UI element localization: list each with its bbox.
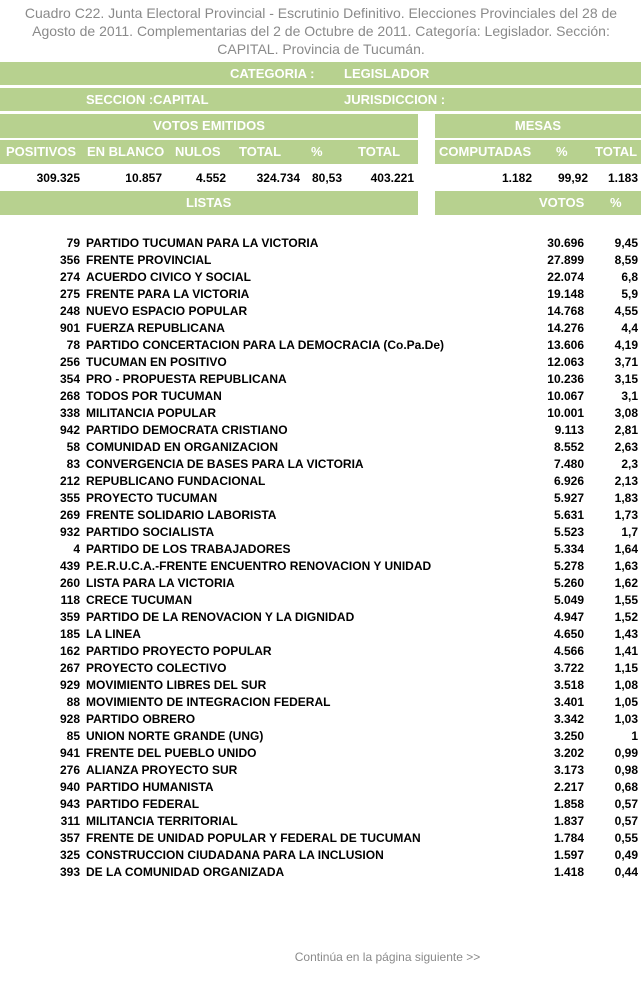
party-pct: 1,52 <box>614 610 638 624</box>
party-name: DE LA COMUNIDAD ORGANIZADA <box>86 865 285 879</box>
party-pct: 1,83 <box>614 491 638 505</box>
party-pct: 1,55 <box>614 593 638 607</box>
party-pct: 1,73 <box>614 508 638 522</box>
list-number: 928 <box>59 712 80 726</box>
party-votes: 5.523 <box>553 525 584 539</box>
col-mesas-pct: % <box>556 144 568 159</box>
listas-header <box>0 191 418 215</box>
party-votes: 5.631 <box>553 508 584 522</box>
table-row <box>0 405 641 422</box>
party-name: P.E.R.U.C.A.-FRENTE ENCUENTRO RENOVACION Y UNIDAD <box>86 559 432 573</box>
table-row <box>0 643 641 660</box>
pct-label: % <box>610 195 622 210</box>
party-pct: 5,9 <box>621 287 638 301</box>
party-votes: 4.947 <box>553 610 584 624</box>
party-name: PARTIDO OBRERO <box>86 712 196 726</box>
party-votes: 4.650 <box>553 627 584 641</box>
party-pct: 9,45 <box>614 236 638 250</box>
party-name: PARTIDO DE LOS TRABAJADORES <box>86 542 291 556</box>
table-row <box>0 694 641 711</box>
party-pct: 1,03 <box>614 712 638 726</box>
party-votes: 1.418 <box>553 865 584 879</box>
list-number: 248 <box>59 304 80 318</box>
table-row <box>0 371 641 388</box>
party-votes: 8.552 <box>553 440 584 454</box>
party-pct: 1,63 <box>614 559 638 573</box>
list-number: 357 <box>59 831 80 845</box>
party-name: TODOS POR TUCUMAN <box>86 389 222 403</box>
table-row <box>0 490 641 507</box>
table-row <box>0 728 641 745</box>
categoria-value: LEGISLADOR <box>344 66 430 81</box>
party-name: MILITANCIA POPULAR <box>86 406 216 420</box>
party-pct: 1,08 <box>614 678 638 692</box>
party-name: ALIANZA PROYECTO SUR <box>86 763 238 777</box>
party-name: UNION NORTE GRANDE (UNG) <box>86 729 264 743</box>
party-pct: 0,49 <box>614 848 638 862</box>
party-name: LA LINEA <box>86 627 141 641</box>
party-votes: 5.334 <box>553 542 584 556</box>
party-pct: 0,68 <box>614 780 638 794</box>
party-pct: 3,1 <box>621 389 638 403</box>
party-votes: 10.236 <box>547 372 584 386</box>
table-row <box>0 847 641 864</box>
list-number: 274 <box>59 270 80 284</box>
summary-positivos: 309.325 <box>36 171 80 185</box>
party-votes: 4.566 <box>553 644 584 658</box>
party-pct: 6,8 <box>621 270 638 284</box>
mesas-label: MESAS <box>514 118 562 133</box>
list-number: 901 <box>59 321 80 335</box>
party-name: MILITANCIA TERRITORIAL <box>86 814 238 828</box>
party-pct: 3,15 <box>614 372 638 386</box>
list-number: 85 <box>66 729 80 743</box>
party-pct: 3,71 <box>614 355 638 369</box>
table-row <box>0 864 641 881</box>
continuation-text: Continúa en la página siguiente >> <box>294 950 481 964</box>
list-number: 212 <box>59 474 80 488</box>
list-number: 267 <box>59 661 80 675</box>
list-number: 311 <box>60 814 80 828</box>
list-number: 268 <box>59 389 80 403</box>
party-votes: 5.927 <box>553 491 584 505</box>
table-row <box>0 796 641 813</box>
party-pct: 2,63 <box>614 440 638 454</box>
list-number: 941 <box>59 746 80 760</box>
table-row <box>0 422 641 439</box>
table-row <box>0 456 641 473</box>
party-name: CONSTRUCCION CIUDADANA PARA LA INCLUSION <box>86 848 384 862</box>
summary-computadas: 1.182 <box>501 171 532 185</box>
party-votes: 5.260 <box>553 576 584 590</box>
party-votes: 3.518 <box>553 678 584 692</box>
party-name: MOVIMIENTO LIBRES DEL SUR <box>86 678 267 692</box>
party-votes: 1.837 <box>553 814 584 828</box>
summary-total: 324.734 <box>256 171 300 185</box>
party-pct: 8,59 <box>614 253 638 267</box>
party-votes: 5.278 <box>553 559 584 573</box>
summary-total2: 403.221 <box>370 171 414 185</box>
party-name: REPUBLICANO FUNDACIONAL <box>86 474 266 488</box>
party-name: NUEVO ESPACIO POPULAR <box>86 304 248 318</box>
list-number: 929 <box>59 678 80 692</box>
party-name: PARTIDO FEDERAL <box>86 797 200 811</box>
list-number: 943 <box>59 797 80 811</box>
table-row <box>0 269 641 286</box>
party-name: CRECE TUCUMAN <box>86 593 192 607</box>
party-list <box>0 235 641 881</box>
party-votes: 3.202 <box>553 746 584 760</box>
categoria-band <box>0 62 641 85</box>
list-number: 58 <box>66 440 80 454</box>
party-name: PARTIDO DE LA RENOVACION Y LA DIGNIDAD <box>86 610 355 624</box>
party-pct: 1,15 <box>614 661 638 675</box>
party-name: COMUNIDAD EN ORGANIZACION <box>86 440 278 454</box>
party-pct: 0,57 <box>614 814 638 828</box>
seccion-label: SECCION :CAPITAL <box>86 92 209 107</box>
party-name: PROYECTO TUCUMAN <box>86 491 218 505</box>
list-number: 940 <box>59 780 80 794</box>
list-number: 185 <box>59 627 80 641</box>
list-number: 269 <box>59 508 80 522</box>
list-number: 256 <box>59 355 80 369</box>
party-votes: 14.768 <box>547 304 584 318</box>
page-title: Cuadro C22. Junta Electoral Provincial - Escrutinio Definitivo. Elecciones Provinciales del 28 de Agosto de 2011. Complementarias del 2 de Octubre de 2011. Categoría: Legislador. Sección: CAPITAL. Provincia de Tucumán. <box>24 5 618 57</box>
party-votes: 3.342 <box>553 712 584 726</box>
col-nulos: NULOS <box>175 144 221 159</box>
summary-pct: 80,53 <box>311 171 342 185</box>
table-row <box>0 439 641 456</box>
col-total2: TOTAL <box>358 144 401 159</box>
mesas-header <box>435 114 641 138</box>
party-votes: 7.480 <box>553 457 584 471</box>
votos-emitidos-header <box>0 114 418 138</box>
table-row <box>0 235 641 252</box>
party-name: PARTIDO CONCERTACION PARA LA DEMOCRACIA (Co.Pa.De) <box>86 338 444 352</box>
party-name: FRENTE PARA LA VICTORIA <box>86 287 250 301</box>
col-mesas-total: TOTAL <box>595 144 638 159</box>
categoria-label: CATEGORIA : <box>230 66 315 81</box>
list-number: 354 <box>59 372 80 386</box>
party-name: FRENTE SOLIDARIO LABORISTA <box>86 508 277 522</box>
party-name: MOVIMIENTO DE INTEGRACION FEDERAL <box>86 695 331 709</box>
party-name: PRO - PROPUESTA REPUBLICANA <box>86 372 287 386</box>
party-votes: 6.926 <box>553 474 584 488</box>
party-pct: 3,08 <box>614 406 638 420</box>
party-pct: 0,98 <box>614 763 638 777</box>
party-pct: 2,3 <box>621 457 638 471</box>
col-computadas: COMPUTADAS <box>439 144 532 159</box>
list-number: 275 <box>59 287 80 301</box>
party-name: FRENTE DE UNIDAD POPULAR Y FEDERAL DE TUCUMAN <box>86 831 421 845</box>
table-row <box>0 286 641 303</box>
party-votes: 19.148 <box>547 287 584 301</box>
table-row <box>0 541 641 558</box>
list-number: 162 <box>59 644 80 658</box>
table-row <box>0 711 641 728</box>
table-row <box>0 473 641 490</box>
list-number: 118 <box>60 593 80 607</box>
votos-emitidos-label: VOTOS EMITIDOS <box>153 118 265 133</box>
table-row <box>0 762 641 779</box>
party-pct: 2,13 <box>614 474 638 488</box>
party-votes: 3.173 <box>553 763 584 777</box>
col-positivos: POSITIVOS <box>6 144 77 159</box>
summary-mesas-total: 1.183 <box>607 171 638 185</box>
list-number: 356 <box>59 253 80 267</box>
table-row <box>0 320 641 337</box>
party-votes: 5.049 <box>553 593 584 607</box>
col-total: TOTAL <box>239 144 282 159</box>
table-row <box>0 592 641 609</box>
table-row <box>0 303 641 320</box>
listas-label: LISTAS <box>186 195 232 210</box>
party-votes: 2.217 <box>553 780 584 794</box>
table-row <box>0 507 641 524</box>
party-pct: 4,4 <box>621 321 638 335</box>
list-number: 359 <box>59 610 80 624</box>
list-number: 88 <box>66 695 80 709</box>
summary-mesas-pct: 99,92 <box>557 171 588 185</box>
party-votes: 27.899 <box>547 253 584 267</box>
party-pct: 0,57 <box>614 797 638 811</box>
table-row <box>0 830 641 847</box>
list-number: 393 <box>59 865 80 879</box>
party-name: FRENTE PROVINCIAL <box>86 253 212 267</box>
party-votes: 10.067 <box>547 389 584 403</box>
party-pct: 1,41 <box>614 644 638 658</box>
party-pct: 1,64 <box>614 542 638 556</box>
party-votes: 10.001 <box>547 406 584 420</box>
list-number: 355 <box>59 491 80 505</box>
votos-pct-header <box>435 191 641 215</box>
summary-nulos: 4.552 <box>195 171 226 185</box>
table-row <box>0 660 641 677</box>
party-name: PARTIDO TUCUMAN PARA LA VICTORIA <box>86 236 319 250</box>
jurisdiccion-label: JURISDICCION : <box>344 92 446 107</box>
list-number: 338 <box>59 406 80 420</box>
table-row <box>0 524 641 541</box>
table-row <box>0 252 641 269</box>
votos-label: VOTOS <box>539 195 585 210</box>
party-votes: 1.858 <box>553 797 584 811</box>
list-number: 276 <box>59 763 80 777</box>
continuation-note <box>0 950 641 964</box>
party-name: PARTIDO SOCIALISTA <box>86 525 215 539</box>
table-row <box>0 813 641 830</box>
party-votes: 22.074 <box>547 270 584 284</box>
party-pct: 1,43 <box>614 627 638 641</box>
list-number: 79 <box>66 236 80 250</box>
column-header-votos <box>0 140 418 164</box>
party-name: LISTA PARA LA VICTORIA <box>86 576 235 590</box>
party-pct: 4,55 <box>614 304 638 318</box>
list-number: 932 <box>59 525 80 539</box>
list-number: 942 <box>59 423 80 437</box>
party-votes: 3.722 <box>553 661 584 675</box>
party-name: FRENTE DEL PUEBLO UNIDO <box>86 746 257 760</box>
party-pct: 2,81 <box>614 423 638 437</box>
party-votes: 9.113 <box>554 423 584 437</box>
list-number: 83 <box>66 457 80 471</box>
party-name: PARTIDO DEMOCRATA CRISTIANO <box>86 423 288 437</box>
party-votes: 3.250 <box>553 729 584 743</box>
table-row <box>0 609 641 626</box>
col-pct: % <box>311 144 323 159</box>
list-number: 439 <box>59 559 80 573</box>
table-row <box>0 558 641 575</box>
table-row <box>0 575 641 592</box>
party-name: CONVERGENCIA DE BASES PARA LA VICTORIA <box>86 457 364 471</box>
party-pct: 1,62 <box>614 576 638 590</box>
table-row <box>0 745 641 762</box>
list-number: 325 <box>59 848 80 862</box>
seccion-band <box>0 88 641 111</box>
party-pct: 1 <box>631 729 638 743</box>
party-votes: 3.401 <box>553 695 584 709</box>
party-name: PROYECTO COLECTIVO <box>86 661 227 675</box>
party-pct: 0,99 <box>614 746 638 760</box>
list-number: 78 <box>66 338 80 352</box>
summary-en-blanco: 10.857 <box>125 171 162 185</box>
party-name: PARTIDO PROYECTO POPULAR <box>86 644 272 658</box>
list-number: 260 <box>59 576 80 590</box>
party-pct: 1,05 <box>614 695 638 709</box>
col-en-blanco: EN BLANCO <box>87 144 165 159</box>
party-pct: 4,19 <box>614 338 638 352</box>
party-name: FUERZA REPUBLICANA <box>86 321 225 335</box>
party-name: ACUERDO CIVICO Y SOCIAL <box>86 270 251 284</box>
table-row <box>0 354 641 371</box>
party-name: TUCUMAN EN POSITIVO <box>86 355 227 369</box>
list-number: 4 <box>73 542 80 556</box>
party-name: PARTIDO HUMANISTA <box>86 780 214 794</box>
party-votes: 13.606 <box>547 338 584 352</box>
party-pct: 0,55 <box>614 831 638 845</box>
table-row <box>0 337 641 354</box>
party-votes: 1.597 <box>553 848 584 862</box>
table-row <box>0 626 641 643</box>
party-votes: 12.063 <box>547 355 584 369</box>
table-row <box>0 677 641 694</box>
party-pct: 1,7 <box>621 525 638 539</box>
table-row <box>0 388 641 405</box>
table-row <box>0 779 641 796</box>
party-votes: 14.276 <box>547 321 584 335</box>
column-header-mesas <box>435 140 641 164</box>
party-votes: 30.696 <box>547 236 584 250</box>
party-pct: 0,44 <box>614 865 638 879</box>
party-votes: 1.784 <box>553 831 584 845</box>
